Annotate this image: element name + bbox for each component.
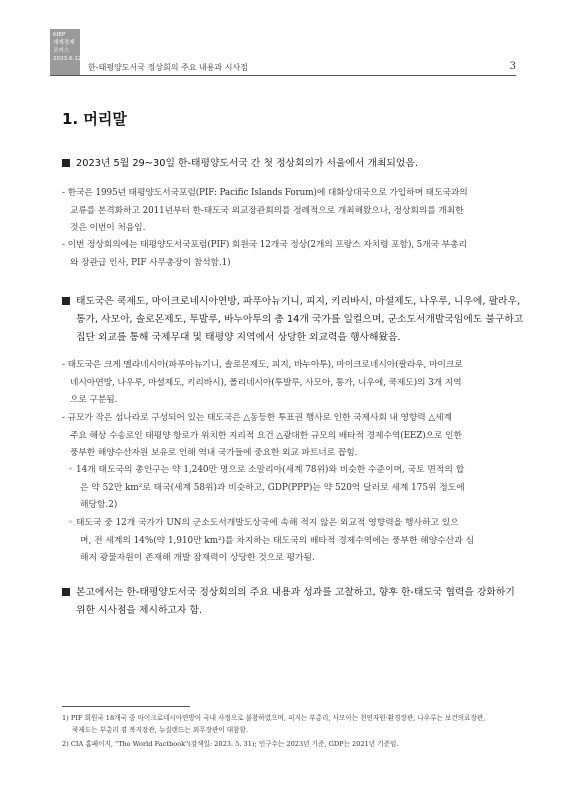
paragraph-1-line: 것은 이번이 처음임.: [70, 223, 146, 233]
footnote-1-line: 쿡제도는 부총리 겸 복지장관, 뉴질랜드는 외무장관이 대참함.: [72, 726, 249, 734]
sub-point-1-line: 해당함.2): [80, 500, 118, 510]
paragraph-1-line: - 한국은 1995년 태평양도서국포럼(PIF: Pacific Islands Forum)에 대화상대국으로 가입하며 태도국과의: [62, 188, 468, 198]
paragraph-1-line: 교류를 본격화하고 2011년부터 한-태도국 외교장관회의를 정례적으로 개최해왔으나, 정상회의를 개최한: [70, 205, 464, 216]
key-point-1: [62, 155, 418, 173]
tag-line-2: 세계경제: [53, 40, 75, 46]
page-header: [0, 0, 566, 82]
tag-line-4: 2023.6.12.: [53, 56, 84, 62]
paragraph-3-line: - 태도국은 크게 멜라네시아(파푸아뉴기니, 솔로몬제도, 피지, 바누아투), 마이크로네시아(팔라우, 마이크로: [62, 360, 463, 370]
paragraph-2-line: - 이번 정상회의에는 태평양도서국포럼(PIF) 회원국 12개국 정상(2개의 프랑스 자치령 포함), 5개국 부총리: [62, 240, 467, 250]
sub-point-2-line: ◦ 태도국 중 12개 국가가 UN의 군소도서개발도상국에 속해 적지 않은 외교적 영향력을 행사하고 있으: [68, 518, 459, 528]
sub-point-2: [68, 515, 512, 568]
key-point-3-text: 위한 시사점을 제시하고자 함.: [76, 605, 203, 616]
sub-point-2-line: 며, 전 세계의 14%(약 1,910만 km²)를 차지하는 태도국의 배타적 경제수역에는 풍부한 해양수산과 심: [80, 535, 475, 546]
key-point-2-text: 태도국은 쿡제도, 마이크로네시아연방, 파푸아뉴기니, 피지, 키리바시, 마셜제도, 나우루, 니우에, 팔라우,: [76, 296, 521, 307]
paragraph-2-line: 와 장관급 인사, PIF 사무총장이 참석함.1): [70, 257, 231, 268]
page-number: 3: [509, 61, 516, 72]
sub-point-1-line: 은 약 52만 km²로 태국(세계 58위)과 비슷하고, GDP(PPP)는 약 520억 달러로 세계 175위 정도에: [80, 482, 465, 493]
paragraph-3: [62, 357, 512, 410]
sub-point-1-line: ◦ 14개 태도국의 총인구는 약 1,240만 명으로 소말리아(세계 78위)와 비슷한 수준이며, 국토 면적의 합: [68, 465, 465, 475]
running-title: 한-태평양도서국 정상회의 주요 내용과 시사점: [88, 63, 248, 72]
footnote-1: [62, 712, 485, 736]
key-point-2-text: 집단 외교를 통해 국제무대 및 태평양 지역에서 상당한 외교력을 행사해왔음.: [76, 332, 401, 343]
footnote-divider: [62, 706, 190, 707]
paragraph-4-line: 주요 해상 수송로인 태평양 항로가 위치한 지리적 요건 △광대한 규모의 배타적 경제수역(EEZ)으로 인한: [70, 430, 462, 441]
tag-line-3: 포커스: [53, 48, 70, 54]
sub-point-2-line: 해저 광물자원이 존재해 개발 잠재력이 상당한 것으로 평가됨.: [80, 553, 315, 563]
square-bullet-icon: [62, 297, 70, 305]
key-point-2-text: 통가, 사모아, 솔로몬제도, 투발루, 바누아투의 총 14개 국가를 일컬으며, 군소도서개발국임에도 불구하고: [76, 314, 524, 325]
paragraph-2: [62, 237, 512, 272]
sub-point-1: [68, 462, 512, 515]
footnote-2: 2) CIA 홈페이지, "The World Factbook"(검색일: 2023. 5. 31); 인구수는 2023년 기준, GDP는 2021년 기준임.: [62, 740, 399, 748]
publication-tag: [50, 29, 84, 75]
header-divider: [50, 75, 516, 76]
key-point-3: [62, 584, 515, 620]
square-bullet-icon: [62, 588, 70, 596]
key-point-2: [62, 293, 523, 347]
footnote-1-line: 1) PIF 회원국 18개국 중 마이크로네시아연방이 국내 사정으로 불참하였으며, 피지는 부총리, 사모아는 천연자원·환경장관, 나우루는 보건의료장관,: [62, 714, 486, 722]
paragraph-3-line: 네시아연방, 나우루, 마셜제도, 키리바시), 폴리네시아(투발루, 사모아, 통가, 니우에, 쿡제도)의 3개 지역: [70, 377, 462, 388]
key-point-1-text: 2023년 5월 29~30일 한-태평양도서국 간 첫 정상회의가 서울에서 개최되었음.: [76, 158, 418, 169]
key-point-3-text: 본고에서는 한-태평양도서국 정상회의의 주요 내용과 성과를 고찰하고, 향후 한-태도국 협력을 강화하기: [76, 587, 515, 598]
tag-line-1: KIEP: [53, 32, 66, 38]
paragraph-4-line: 풍부한 해양수산자원 보유로 인해 역내 국가들에 중요한 외교 파트너로 꼽힘.: [70, 448, 358, 458]
paragraph-1: [62, 185, 512, 238]
paragraph-4: [62, 410, 512, 463]
section-title: 1. 머리말: [62, 110, 127, 128]
paragraph-3-line: 으로 구분됨.: [70, 395, 118, 405]
paragraph-4-line: - 규모가 작은 섬나라로 구성되어 있는 태도국은 △동등한 투표권 행사로 인한 국제사회 내 영향력 △세계: [62, 413, 452, 423]
square-bullet-icon: [62, 159, 70, 167]
